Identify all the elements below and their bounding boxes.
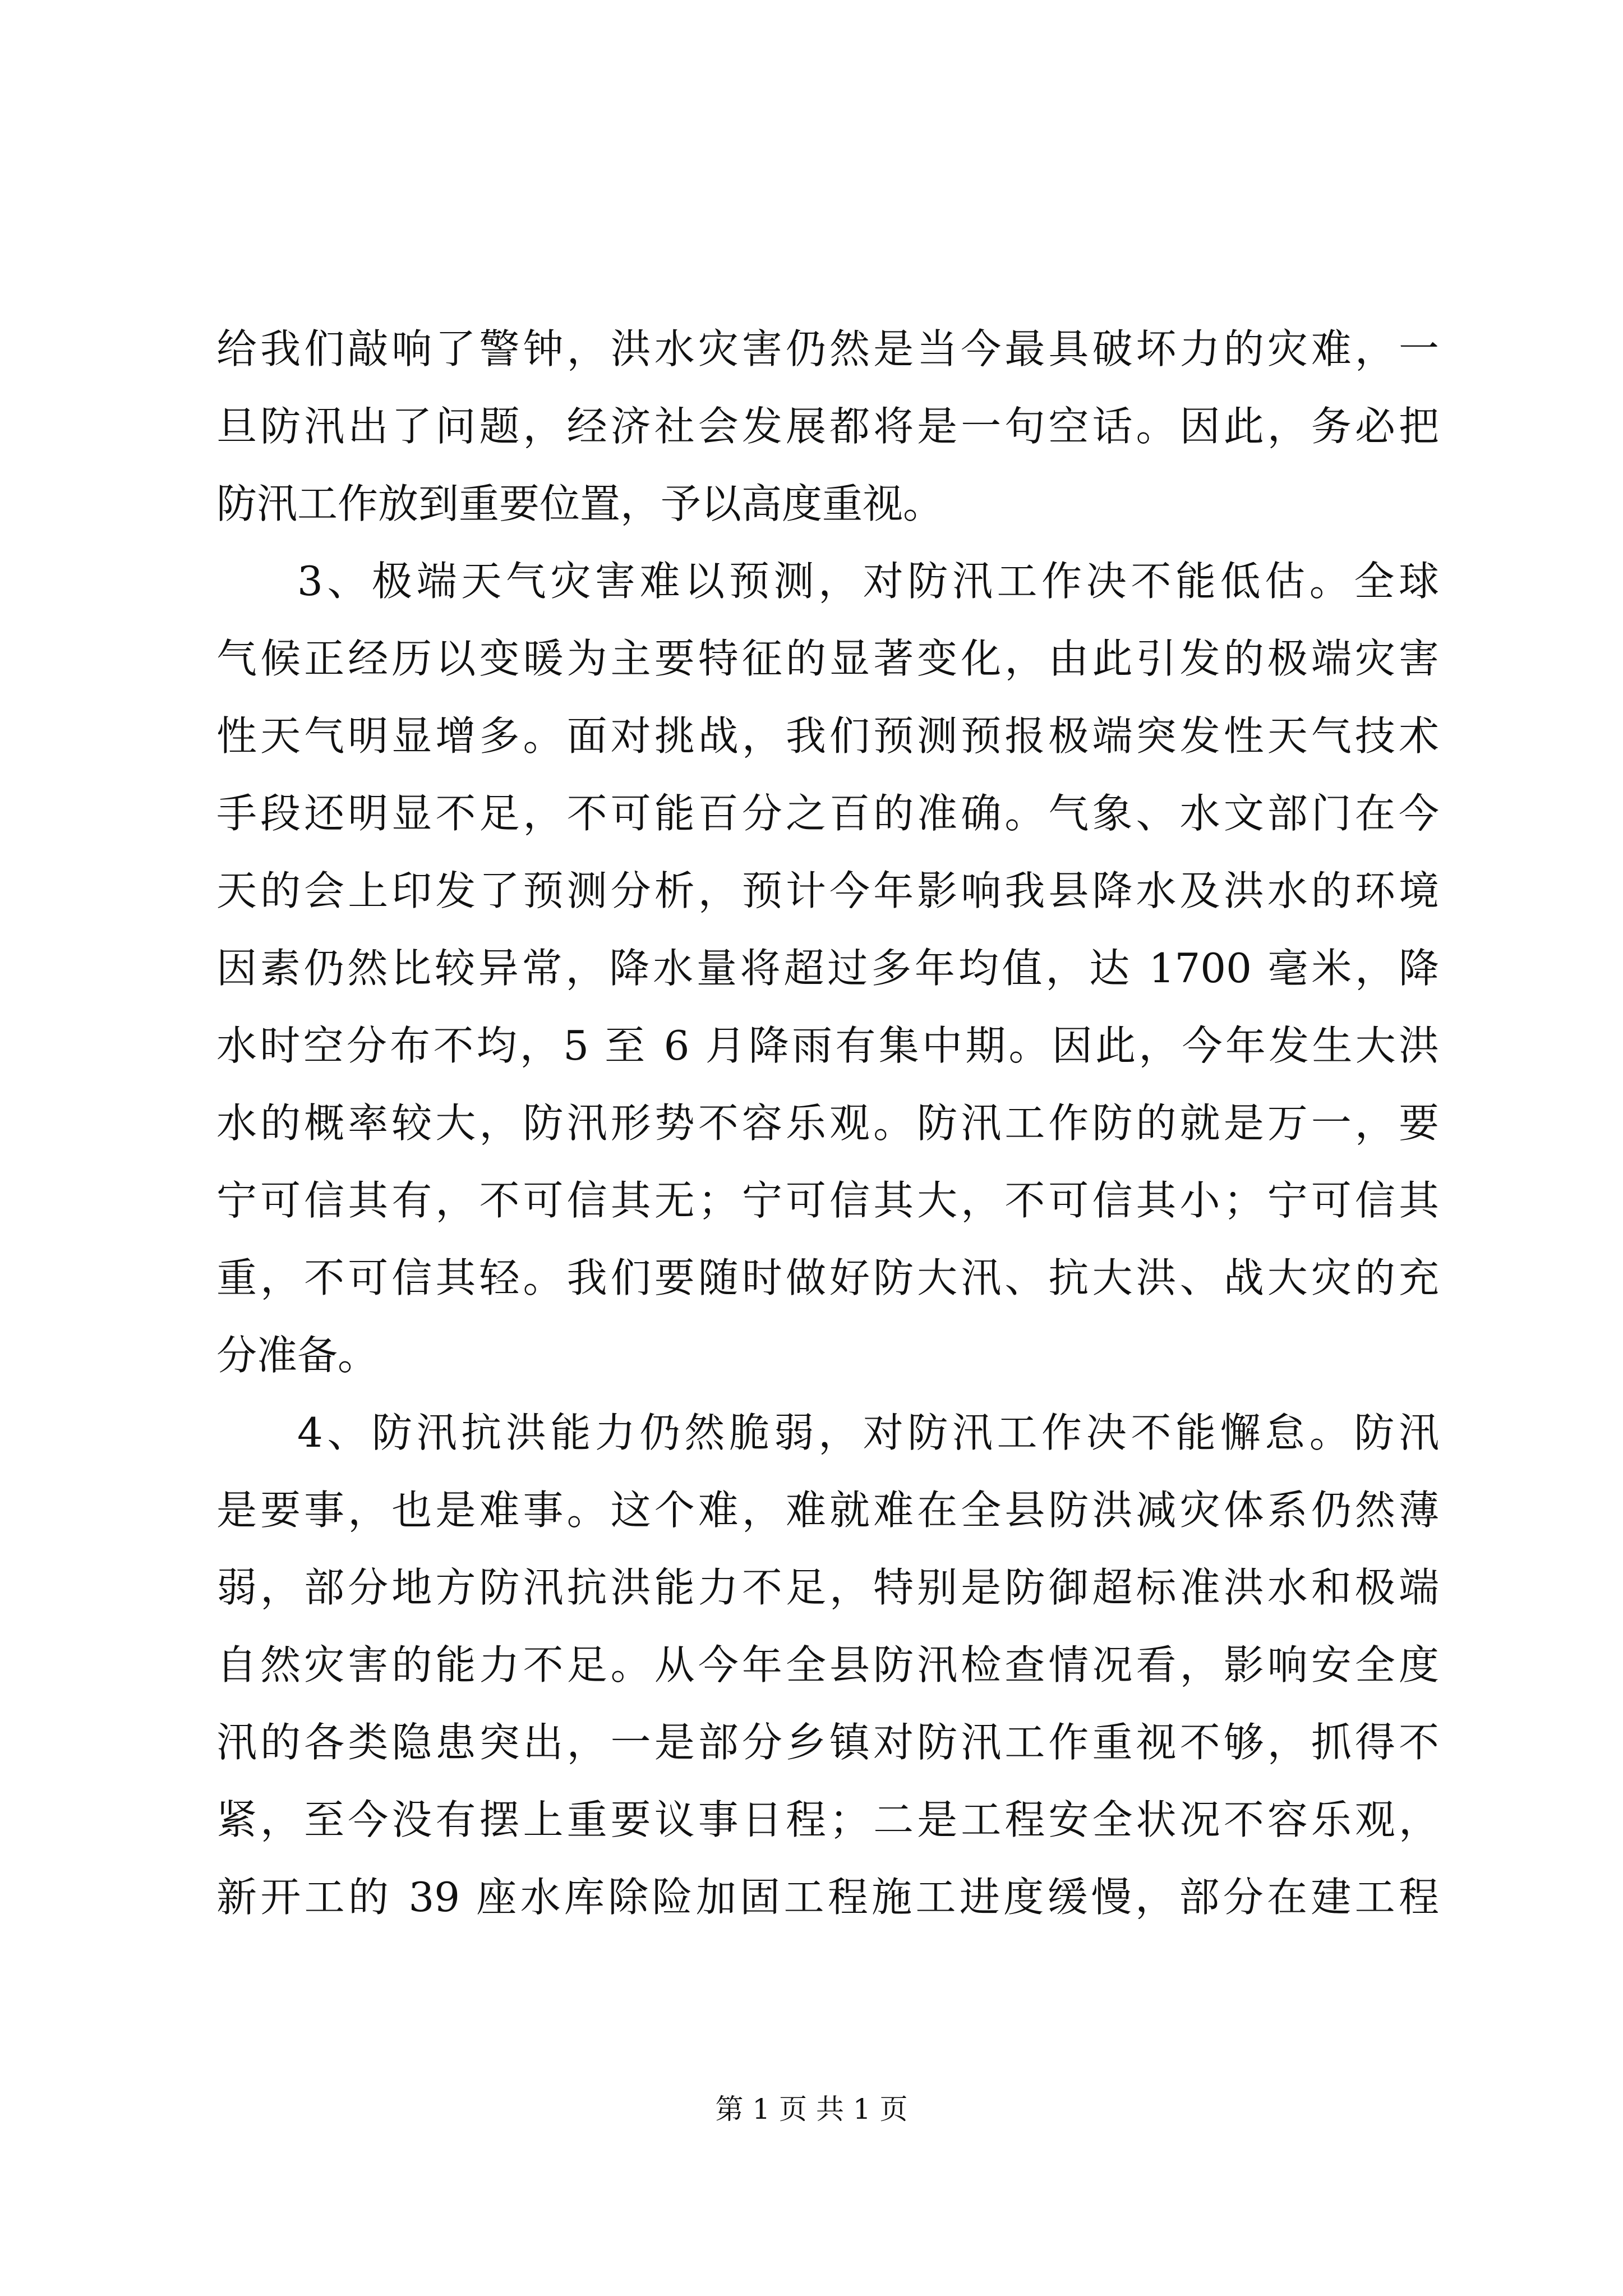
text-line: 水时空分布不均，5 至 6 月降雨有集中期。因此，今年发生大洪 xyxy=(216,1022,1439,1069)
text-line: 水的概率较大，防汛形势不容乐观。防汛工作防的就是万一，要 xyxy=(216,1099,1439,1147)
text-line: 气候正经历以变暖为主要特征的显著变化，由此引发的极端灾害 xyxy=(216,635,1439,682)
text-line: 性天气明显增多。面对挑战，我们预测预报极端突发性天气技术 xyxy=(216,712,1439,760)
page-number-footer: 第 1 页 共 1 页 xyxy=(715,2093,908,2125)
text-line: 防汛工作放到重要位置，予以高度重视。 xyxy=(216,480,944,527)
text-line: 新开工的 39 座水库除险加固工程施工进度缓慢，部分在建工程 xyxy=(216,1874,1439,1921)
text-line: 手段还明显不足，不可能百分之百的准确。气象、水文部门在今 xyxy=(216,790,1439,837)
paragraph-start-line: 4、防汛抗洪能力仍然脆弱，对防汛工作决不能懈怠。防汛 xyxy=(297,1409,1439,1456)
text-line: 汛的各类隐患突出，一是部分乡镇对防汛工作重视不够，抓得不 xyxy=(216,1719,1439,1766)
text-line: 分准备。 xyxy=(216,1332,379,1379)
paragraph-start-line: 3、极端天气灾害难以预测，对防汛工作决不能低估。全球 xyxy=(297,558,1439,605)
text-line: 旦防汛出了问题，经济社会发展都将是一句空话。因此，务必把 xyxy=(216,403,1439,450)
text-line: 重，不可信其轻。我们要随时做好防大汛、抗大洪、战大灾的充 xyxy=(216,1254,1439,1301)
text-line: 自然灾害的能力不足。从今年全县防汛检查情况看，影响安全度 xyxy=(216,1641,1439,1688)
text-line: 紧，至今没有摆上重要议事日程；二是工程安全状况不容乐观， xyxy=(216,1796,1439,1843)
text-line: 是要事，也是难事。这个难，难就难在全县防洪减灾体系仍然薄 xyxy=(216,1487,1439,1534)
text-line: 给我们敲响了警钟，洪水灾害仍然是当今最具破坏力的灾难，一 xyxy=(216,325,1439,372)
text-line: 宁可信其有，不可信其无；宁可信其大，不可信其小；宁可信其 xyxy=(216,1177,1439,1224)
text-line: 天的会上印发了预测分析，预计今年影响我县降水及洪水的环境 xyxy=(216,867,1439,914)
text-line: 弱，部分地方防汛抗洪能力不足，特别是防御超标准洪水和极端 xyxy=(216,1564,1439,1611)
text-line: 因素仍然比较异常，降水量将超过多年均值，达 1700 毫米，降 xyxy=(216,945,1439,992)
